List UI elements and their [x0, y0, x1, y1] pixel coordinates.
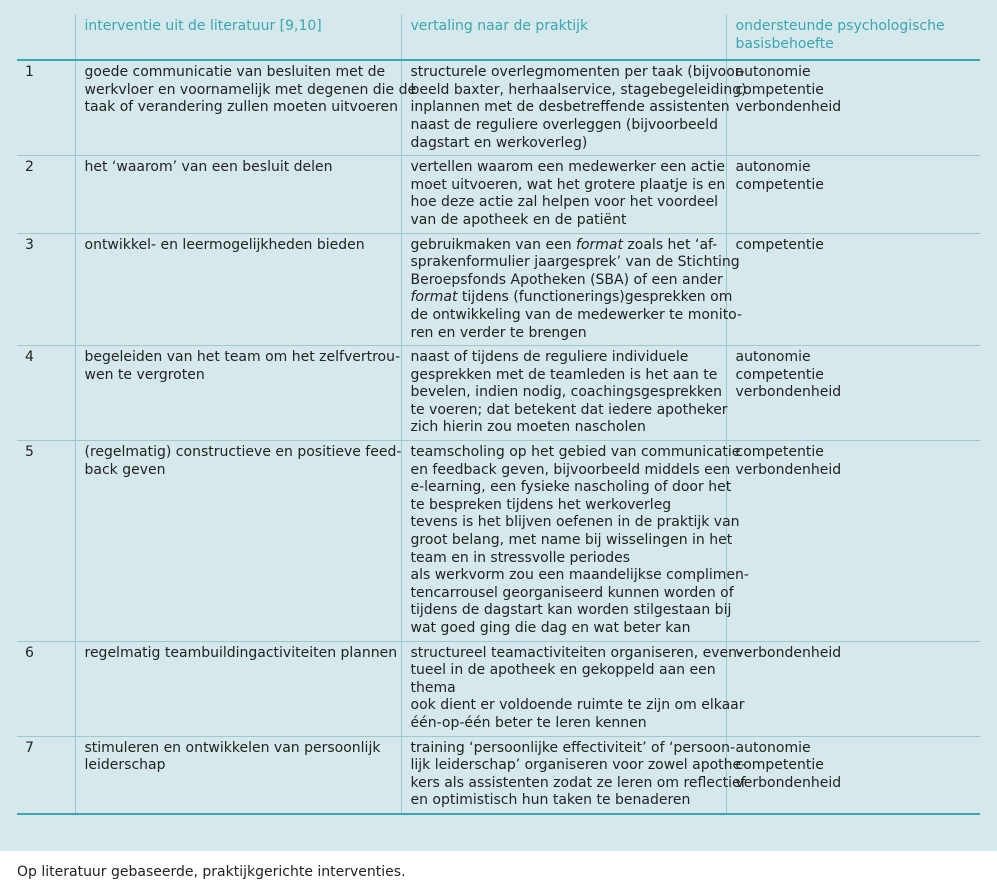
cell-line: tijdens de dagstart kan worden stilgestaan bij	[410, 602, 732, 619]
practice-cell	[401, 233, 743, 346]
cell-line: bevelen, indien nodig, coachingsgesprekken	[410, 384, 722, 401]
needs-cell	[726, 60, 980, 155]
cell-line: verbondenheid	[735, 774, 842, 791]
cell-line: het ‘waarom’ van een besluit delen	[84, 159, 333, 176]
cell-line: back geven	[84, 461, 166, 478]
cell-line: als werkvorm zou een maandelijkse complimen-	[410, 567, 749, 584]
cell-line: sprakenformulier jaargesprek’ van de Stichting	[410, 254, 740, 271]
table-body	[17, 60, 980, 814]
header-needs	[726, 14, 980, 60]
cell-line: competentie	[735, 176, 824, 193]
cell-line: begeleiden van het team om het zelfvertrou-	[84, 349, 401, 366]
cell-line: naast de reguliere overleggen (bijvoorbeeld	[410, 116, 719, 133]
cell-line: te bespreken tijdens het werkoverleg	[410, 496, 672, 513]
table-row	[17, 60, 980, 155]
row-number: 3	[17, 233, 75, 346]
literature-cell	[75, 736, 401, 814]
row-number: 5	[17, 441, 75, 642]
cell-line: verbondenheid	[735, 384, 842, 401]
cell-line: beeld baxter, herhaalservice, stagebegeleiding)	[410, 81, 747, 98]
cell-line: (regelmatig) constructieve en positieve feed-	[84, 444, 402, 461]
cell-line: ontwikkel- en leermogelijkheden bieden	[84, 236, 365, 253]
cell-line: één-op-één beter te leren kennen	[410, 714, 647, 731]
cell-line: autonomie	[735, 349, 811, 366]
table-row	[17, 346, 980, 441]
cell-line: stimuleren en ontwikkelen van persoonlijk	[84, 739, 381, 756]
cell-line: ook dient er voldoende ruimte te zijn om elkaar	[410, 697, 745, 714]
table-row	[17, 441, 980, 642]
cell-line: te voeren; dat betekent dat iedere apotheker	[410, 401, 728, 418]
cell-line: en optimistisch hun taken te benaderen	[410, 792, 691, 809]
cell-line: kers als assistenten zodat ze leren om reflectief	[410, 774, 746, 791]
practice-cell	[401, 441, 749, 642]
cell-line: dagstart en werkoverleg)	[410, 134, 588, 151]
cell-line: gesprekken met de teamleden is het aan te	[410, 366, 718, 383]
cell-line: competentie	[735, 444, 824, 461]
needs-cell	[726, 233, 980, 346]
cell-line: hoe deze actie zal helpen voor het voordeel	[410, 194, 719, 211]
cell-line: tencarrousel georganiseerd kunnen worden of	[410, 584, 734, 601]
cell-line: werkvloer en voornamelijk met degenen die de	[84, 81, 417, 98]
cell-line: inplannen met de desbetreffende assistenten	[410, 99, 730, 116]
needs-cell	[726, 156, 980, 233]
needs-cell	[726, 641, 980, 736]
cell-line: competentie	[735, 757, 824, 774]
cell-line: competentie	[735, 81, 824, 98]
table-row	[17, 233, 980, 346]
practice-cell	[401, 156, 726, 233]
cell-line: de ontwikkeling van de medewerker te monito-	[410, 306, 743, 323]
cell-line: groot belang, met name bij wisselingen in het	[410, 532, 733, 549]
practice-cell	[401, 346, 726, 441]
literature-cell	[75, 233, 401, 346]
cell-line: en feedback geven, bijvoorbeeld middels een	[410, 461, 731, 478]
cell-line: autonomie	[735, 64, 811, 81]
cell-line: e-learning, een fysieke nascholing of door het	[410, 479, 732, 496]
practice-cell	[401, 60, 747, 155]
cell-line: van de apotheek en de patiënt	[410, 211, 627, 228]
cell-line: lijk leiderschap’ organiseren voor zowel apothe-	[410, 757, 747, 774]
cell-line: regelmatig teambuildingactiviteiten plannen	[84, 644, 398, 661]
header-literature: interventie uit de literatuur [9,10]	[75, 14, 401, 60]
literature-cell	[75, 156, 401, 233]
table-header-row	[17, 14, 980, 60]
cell-line: zich hierin zou moeten nascholen	[410, 419, 646, 436]
cell-line: verbondenheid	[735, 461, 842, 478]
cell-line: thema	[410, 679, 456, 696]
cell-line: autonomie	[735, 739, 811, 756]
header-needs-label: ondersteunde psychologische basisbehoefte	[735, 18, 945, 52]
row-number: 2	[17, 156, 75, 233]
cell-line: verbondenheid	[735, 644, 842, 661]
cell-line: tueel in de apotheek en gekoppeld aan een	[410, 662, 716, 679]
cell-line: autonomie	[735, 159, 811, 176]
cell-line: wat goed ging die dag en wat beter kan	[410, 620, 691, 636]
italic-term: format	[410, 289, 458, 306]
cell-line: competentie	[735, 236, 824, 253]
literature-cell	[75, 346, 401, 441]
italic-term: format	[576, 236, 623, 253]
header-number	[17, 14, 75, 60]
cell-line: teamscholing op het gebied van communicatie	[410, 444, 741, 461]
needs-cell	[726, 346, 980, 441]
practice-cell	[401, 736, 747, 814]
row-number: 6	[17, 641, 75, 736]
table-row	[17, 641, 980, 736]
table-row	[17, 736, 980, 814]
cell-line: format tijdens (functionerings)gesprekken om	[410, 289, 733, 306]
cell-line: verbondenheid	[735, 99, 842, 116]
row-number: 1	[25, 64, 34, 81]
cell-line: moet uitvoeren, wat het grotere plaatje is en	[410, 176, 726, 193]
cell-line: wen te vergroten	[84, 366, 205, 383]
cell-line: ren en verder te brengen	[410, 324, 587, 341]
cell-line: structurele overlegmomenten per taak (bijvoor-	[410, 64, 745, 81]
literature-cell	[75, 441, 401, 642]
cell-line: vertellen waarom een medewerker een actie	[410, 159, 726, 176]
cell-line: Beroepsfonds Apotheken (SBA) of een ander	[410, 271, 723, 288]
row-number: 7	[17, 736, 75, 814]
table-row	[17, 156, 980, 233]
needs-cell	[726, 441, 980, 642]
row-number: 4	[17, 346, 75, 441]
interventions-table	[17, 14, 980, 815]
table-caption: Op literatuur gebaseerde, praktijkgerichte interventies.	[17, 864, 406, 880]
needs-cell	[726, 736, 980, 814]
cell-line: goede communicatie van besluiten met de	[84, 64, 386, 81]
cell-line: leiderschap	[84, 757, 166, 774]
literature-cell	[75, 641, 401, 736]
cell-line: taak of verandering zullen moeten uitvoeren	[84, 99, 398, 116]
cell-line: competentie	[735, 366, 824, 383]
literature-cell	[75, 60, 417, 155]
practice-cell	[401, 641, 745, 736]
cell-line: tevens is het blijven oefenen in de praktijk van	[410, 514, 740, 531]
cell-line: training ‘persoonlijke effectiviteit’ of ‘persoon-	[410, 739, 736, 756]
cell-line: gebruikmaken van een format zoals het ‘af-	[410, 236, 718, 253]
cell-line: structureel teamactiviteiten organiseren, even-	[410, 644, 743, 661]
cell-line: naast of tijdens de reguliere individuele	[410, 349, 689, 366]
cell-line: team en in stressvolle periodes	[410, 549, 631, 566]
header-practice: vertaling naar de praktijk	[401, 14, 726, 60]
